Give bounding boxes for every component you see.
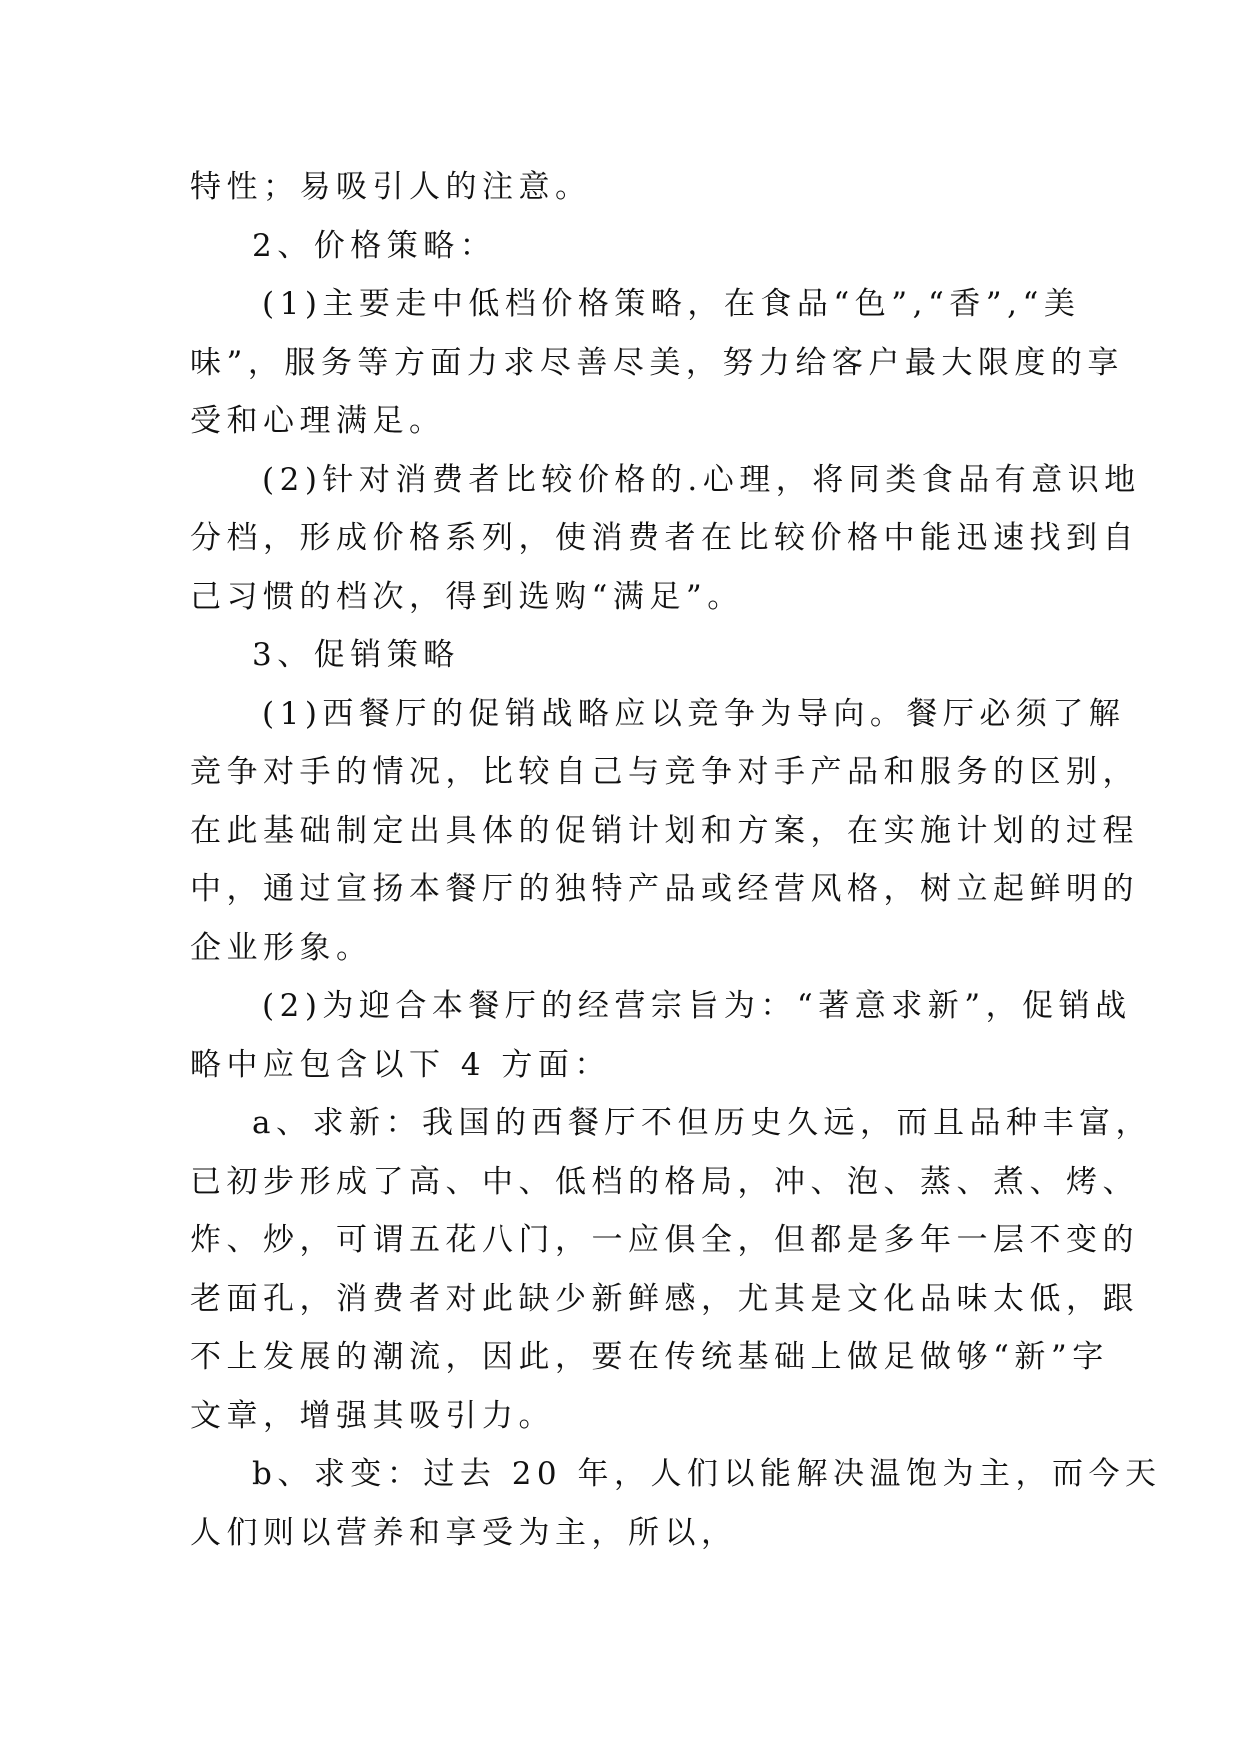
section-heading-promotion-strategy: 3、促销策略 [252, 637, 460, 673]
paragraph-line: 在此基础制定出具体的促销计划和方案，在实施计划的过程 [190, 812, 1139, 849]
paragraph-line: (2)针对消费者比较价格的.心理，将同类食品有意识地 [262, 461, 1141, 498]
paragraph-line: 受和心理满足。 [190, 403, 446, 439]
paragraph-line: b、求变：过去 20 年，人们以能解决温饱为主，而今天 [252, 1456, 1162, 1492]
paragraph-line: 分档，形成价格系列，使消费者在比较价格中能迅速找到自 [190, 520, 1139, 556]
paragraph-line: (2)为迎合本餐厅的经营宗旨为：“著意求新”，促销战 [262, 988, 1132, 1024]
paragraph-line: 老面孔，消费者对此缺少新鲜感，尤其是文化品味太低，跟 [190, 1280, 1139, 1317]
section-heading-pricing-strategy: 2、价格策略： [252, 227, 497, 264]
paragraph-line: 味”，服务等方面力求尽善尽美，努力给客户最大限度的享 [190, 344, 1124, 381]
paragraph-line: 不上发展的潮流，因此，要在传统基础上做足做够“新”字 [190, 1339, 1109, 1375]
paragraph-line: 炸、炒，可谓五花八门，一应俱全，但都是多年一层不变的 [190, 1222, 1139, 1258]
document-body [190, 158, 1162, 1562]
paragraph-line: 文章，增强其吸引力。 [190, 1397, 555, 1434]
paragraph-line: 竞争对手的情况，比较自己与竞争对手产品和服务的区别， [190, 754, 1139, 790]
paragraph-line: 中，通过宣扬本餐厅的独特产品或经营风格，树立起鲜明的 [190, 871, 1139, 907]
paragraph-line: 已初步形成了高、中、低档的格局，冲、泡、蒸、煮、烤、 [190, 1163, 1139, 1200]
paragraph-line: a、求新：我国的西餐厅不但历史久远，而且品种丰富， [252, 1105, 1152, 1141]
paragraph-line: 特性；易吸引人的注意。 [190, 169, 592, 205]
paragraph-line: (1)西餐厅的促销战略应以竞争为导向。餐厅必须了解 [262, 695, 1126, 732]
paragraph-line: 己习惯的档次，得到选购“满足”。 [190, 578, 744, 615]
paragraph-line: 人们则以营养和享受为主，所以， [190, 1514, 738, 1551]
paragraph-line: 企业形象。 [190, 929, 373, 966]
paragraph-line: (1)主要走中低档价格策略，在食品“色”,“香”,“美 [262, 286, 1081, 322]
paragraph-line: 略中应包含以下 4 方面： [190, 1046, 611, 1083]
